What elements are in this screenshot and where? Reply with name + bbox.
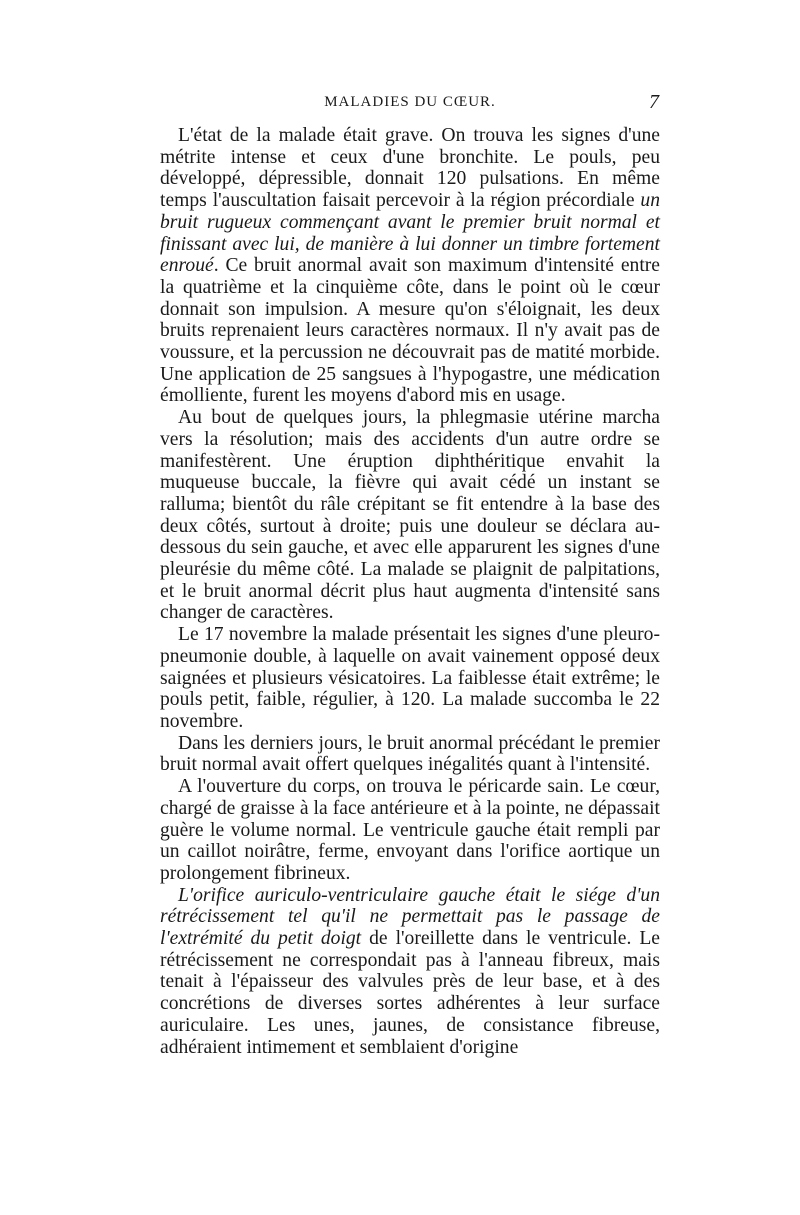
page-number: 7: [649, 91, 660, 113]
text-segment: A l'ouverture du corps, on trouva le péricarde sain. Le cœur, chargé de graisse à la face antérieure et à la pointe, ne dépassait guère le volume normal. Le ventricule gauche était rempli par un caillot noirâtre, ferme, envoyant dans l'orifice aortique un prolongement fibrineux.: [160, 776, 660, 884]
running-head: [160, 91, 660, 116]
paragraph: [160, 733, 660, 776]
italic-segment: un bruit rugueux commençant avant le premier bruit normal et finissant avec lui, de manière à lui donner un timbre fortement enroué: [160, 190, 660, 277]
italic-segment: L'orifice auriculo-ventriculaire gauche était le siége d'un rétrécissement tel qu'il ne permettait pas le passage de l'extrémité du petit doigt: [160, 884, 660, 950]
paragraph: [160, 624, 660, 733]
text-segment: L'état de la malade était grave. On trouva les signes d'une métrite intense et ceux d'une bronchite. Le pouls, peu développé, dépressible, donnait 120 pulsations. En même temps l'auscultation faisait percevoir à la région précordiale: [160, 125, 660, 212]
paragraph: [160, 776, 660, 885]
text-segment: de l'oreillette dans le ventricule. Le rétrécissement ne correspondait pas à l'anneau fibreux, mais tenait à l'épaisseur des valvules près de leur base, et à des concrétions de diverses sortes adhérentes à leur surface auriculaire. Les unes, jaunes, de consistance fibreuse, adhéraient intimement et semblaient d'origine: [160, 928, 661, 1058]
text-segment: Le 17 novembre la malade présentait les signes d'une pleuropneumonie double, à laquelle on avait vainement opposé deux saignées et plusieurs vésicatoires. La faiblesse était extrême; le pouls petit, faible, régulier, à 120. La malade succomba le 22 novembre.: [160, 624, 660, 732]
paragraph: [160, 407, 660, 624]
running-title: MALADIES DU CŒUR.: [324, 94, 496, 110]
paragraph: [160, 125, 660, 407]
text-segment: Dans les derniers jours, le bruit anormal précédant le premier bruit normal avait offert quelques inégalités quant à l'intensité.: [160, 732, 660, 776]
body-text: [160, 125, 660, 1058]
text-segment: Au bout de quelques jours, la phlegmasie utérine marcha vers la résolution; mais des accidents d'un autre ordre se manifestèrent. Une éruption diphthéritique envahit la muqueuse buccale, la fièvre qui avait cédé un instant se ralluma; bientôt du râle crépitant se fit entendre à la base des deux côtés, surtout à droite; puis une douleur se déclara au-dessous du sein gauche, et avec elle apparurent les signes d'une pleurésie du même côté. La malade se plaignit de palpitations, et le bruit anormal décrit plus haut augmenta d'intensité sans changer de caractères.: [160, 407, 660, 624]
paragraph: [160, 885, 660, 1059]
text-segment: . Ce bruit anormal avait son maximum d'intensité entre la quatrième et la cinquième côte, dans le point où le cœur donnait son impulsion. A mesure qu'on s'éloignait, les deux bruits reprenaient leurs caractères normaux. Il n'y avait pas de voussure, et la percussion ne découvrait pas de matité morbide. Une application de 25 sangsues à l'hypogastre, une médication émolliente, furent les moyens d'abord mis en usage.: [160, 255, 660, 407]
